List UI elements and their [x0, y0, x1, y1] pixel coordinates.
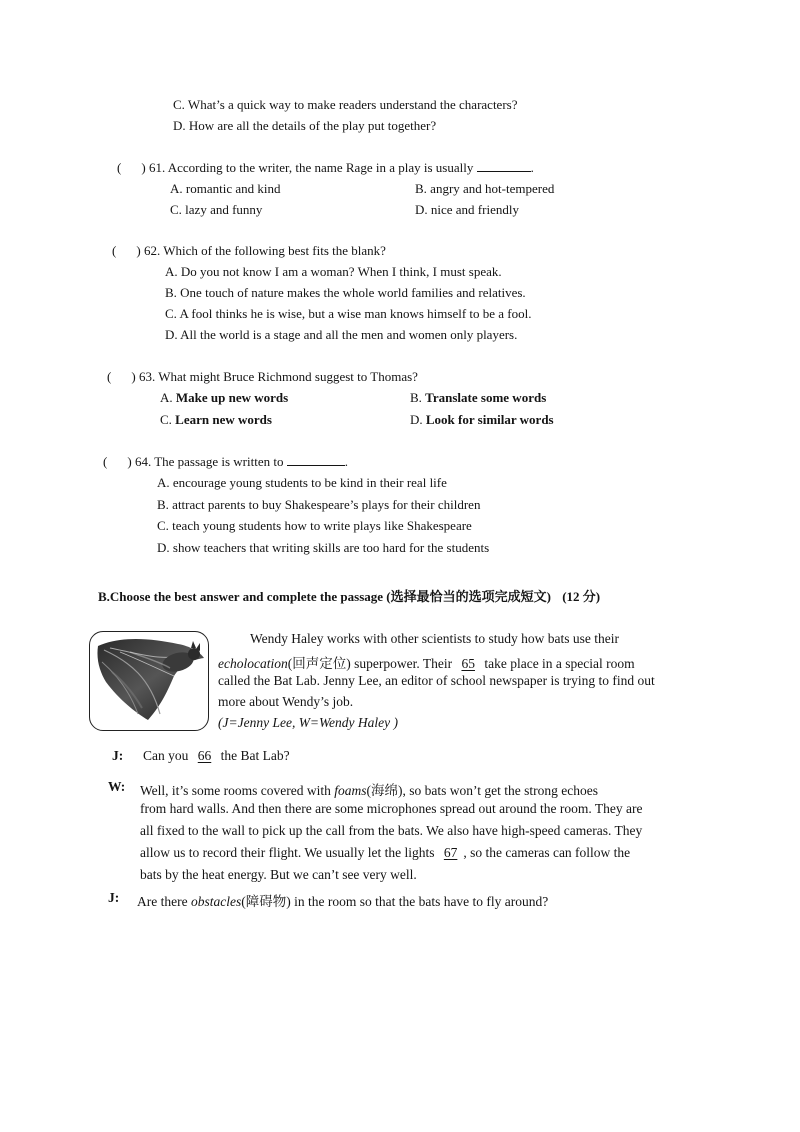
dialogue-j2-a: Are there — [137, 894, 188, 909]
q61-stem-end: . — [530, 160, 534, 175]
dialogue-w1-l4-b: , so the cameras can follow the — [463, 845, 631, 860]
q61-stem-line — [117, 160, 534, 176]
q63-stem: 63. What might Bruce Richmond suggest to Thomas? — [138, 369, 418, 384]
q64-answer-blank[interactable] — [287, 454, 345, 466]
q64-option-a: A. encourage young students to be kind in their real life — [157, 475, 447, 490]
dialogue-w1-line-2: from hard walls. And then there are some microphones spread out around the room. They are — [140, 801, 643, 816]
q64-paren-open: ( — [103, 454, 108, 469]
q63-option-b-letter: B. — [410, 390, 422, 405]
intro-echolocation: echolocation — [218, 656, 288, 671]
intro-line-2-end: take place in a special room — [484, 656, 635, 671]
speaker-j-2: J: — [108, 890, 120, 905]
q62-paren-close: ) — [136, 243, 141, 258]
intro-line-1: Wendy Haley works with other scientists to study how bats use their — [250, 631, 619, 646]
q63-paren-open: ( — [107, 369, 112, 384]
dialogue-j2 — [137, 890, 548, 910]
dialogue-w1-line-3: all fixed to the wall to pick up the call from the bats. We also have high-speed cameras. They — [140, 823, 643, 838]
q63-option-c-letter: C. — [160, 412, 172, 427]
intro-echolocation-cn: (回声定位) — [287, 656, 351, 671]
q64-paren-close: ) — [127, 454, 132, 469]
blank-65[interactable]: 65 — [461, 656, 475, 671]
q61-answer-blank[interactable] — [477, 160, 531, 172]
q63-paren-close: ) — [131, 369, 136, 384]
intro-line-3: called the Bat Lab. Jenny Lee, an editor of school newspaper is trying to find out — [218, 673, 655, 688]
q62-option-d: D. All the world is a stage and all the men and women only players. — [165, 327, 518, 342]
q61-paren-close: ) — [141, 160, 146, 175]
q64-option-d: D. show teachers that writing skills are too hard for the students — [157, 540, 490, 555]
q64-stem: 64. The passage is written to — [134, 454, 284, 469]
dialogue-w1-line-1 — [140, 779, 598, 799]
q61-paren-open: ( — [117, 160, 122, 175]
q63-stem-line — [107, 369, 418, 385]
q61-option-c: C. lazy and funny — [170, 202, 263, 217]
q64-stem-end: . — [344, 454, 348, 469]
q61-option-b: B. angry and hot-tempered — [415, 181, 555, 196]
dialogue-w1-l1-a: Well, it’s some rooms covered with — [140, 783, 331, 798]
q62-paren-open: ( — [112, 243, 117, 258]
dialogue-obstacles: obstacles — [190, 894, 242, 909]
bat-image-frame — [89, 631, 209, 731]
q64-stem-line — [103, 454, 348, 470]
dialogue-w1-l1-b: , so bats won’t get the strong echoes — [402, 783, 598, 798]
blank-67[interactable]: 67 — [443, 845, 458, 860]
intro-line-4: more about Wendy’s job. — [218, 694, 354, 709]
q64-option-c: C. teach young students how to write plays like Shakespeare — [157, 518, 472, 533]
dialogue-j1-after: the Bat Lab? — [220, 748, 290, 763]
q61-option-a: A. romantic and kind — [170, 181, 281, 196]
section-b-heading-text: B.Choose the best answer and complete the passage (选择最恰当的选项完成短文) — [98, 589, 551, 604]
q60-option-d: D. How are all the details of the play put together? — [173, 118, 437, 133]
bat-icon — [90, 632, 208, 730]
q63-option-a-letter: A. — [160, 390, 173, 405]
q63-option-b — [410, 390, 546, 406]
q63-option-c — [160, 412, 272, 428]
speaker-w-1: W: — [108, 779, 126, 794]
q64-option-b: B. attract parents to buy Shakespeare’s plays for their children — [157, 497, 481, 512]
section-b-heading — [98, 586, 600, 605]
blank-66[interactable]: 66 — [197, 748, 212, 763]
q62-option-b: B. One touch of nature makes the whole world families and relatives. — [165, 285, 526, 300]
dialogue-foams: foams — [334, 783, 367, 798]
q62-option-a: A. Do you not know I am a woman? When I think, I must speak. — [165, 264, 502, 279]
q63-option-c-text: Learn new words — [175, 412, 272, 427]
dialogue-w1-l4-a: allow us to record their flight. We usually let the lights — [140, 845, 435, 860]
q62-stem-line — [112, 243, 386, 259]
intro-line-2 — [218, 652, 635, 672]
q63-option-d — [410, 412, 554, 428]
dialogue-obstacles-cn: (障碍物) — [241, 894, 291, 909]
q63-option-d-letter: D. — [410, 412, 423, 427]
q60-option-c: C. What’s a quick way to make readers understand the characters? — [173, 97, 518, 112]
q63-option-a — [160, 390, 288, 406]
q62-stem: 62. Which of the following best fits the blank? — [143, 243, 386, 258]
q62-option-c: C. A fool thinks he is wise, but a wise man knows himself to be a fool. — [165, 306, 532, 321]
intro-line-2-text: superpower. Their — [354, 656, 453, 671]
intro-line-5: (J=Jenny Lee, W=Wendy Haley ) — [218, 715, 399, 730]
dialogue-w1-line-4 — [140, 845, 630, 861]
dialogue-w1-line-5: bats by the heat energy. But we can’t see very well. — [140, 867, 417, 882]
q63-option-b-text: Translate some words — [425, 390, 547, 405]
dialogue-j1 — [143, 748, 290, 764]
q61-stem: 61. According to the writer, the name Rage in a play is usually — [148, 160, 474, 175]
q61-option-d: D. nice and friendly — [415, 202, 519, 217]
dialogue-j1-before: Can you — [143, 748, 189, 763]
dialogue-j2-b: in the room so that the bats have to fly around? — [294, 894, 549, 909]
dialogue-foams-cn: (海绵) — [366, 783, 403, 798]
q63-option-a-text: Make up new words — [175, 390, 289, 405]
section-b-points: (12 分) — [562, 589, 601, 604]
speaker-j-1: J: — [112, 748, 124, 763]
q63-option-d-text: Look for similar words — [425, 412, 554, 427]
